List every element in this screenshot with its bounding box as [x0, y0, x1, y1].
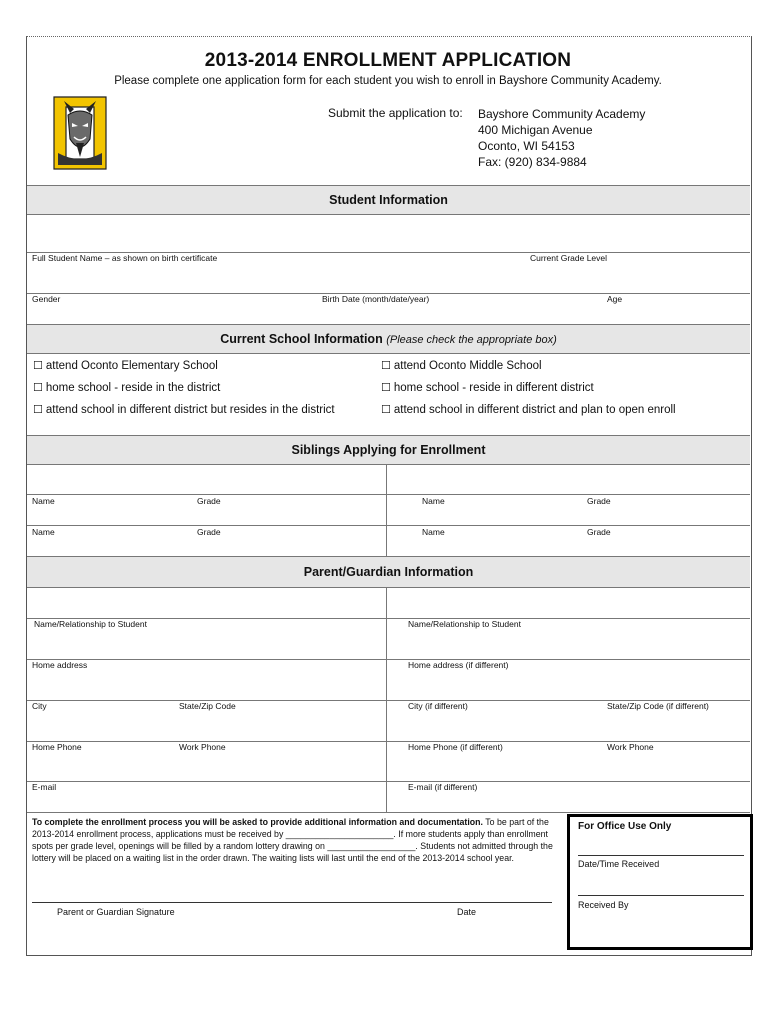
sibling-name-label: Name	[422, 527, 445, 537]
enrollment-note	[32, 816, 560, 864]
address-line: 400 Michigan Avenue	[478, 123, 593, 137]
option-label: attend Oconto Middle School	[393, 360, 542, 372]
page-subtitle: Please complete one application form for each student you wish to enroll in Bayshore Community Academy.	[114, 75, 662, 87]
parent-info-header: Parent/Guardian Information	[27, 556, 750, 588]
school-info-header	[27, 324, 750, 354]
state-zip-diff-label: State/Zip Code (if different)	[607, 701, 709, 711]
email-label: E-mail	[32, 782, 57, 792]
received-by-label: Received By	[578, 900, 629, 910]
home-phone-diff-label: Home Phone (if different)	[408, 742, 503, 752]
siblings-header: Siblings Applying for Enrollment	[27, 435, 750, 465]
divider	[386, 464, 387, 556]
divider	[27, 659, 750, 660]
date-label: Date	[457, 907, 477, 917]
grade-level-label: Current Grade Level	[530, 253, 608, 263]
home-address-label: Home address	[32, 660, 88, 670]
address-line: Fax: (920) 834-9884	[478, 155, 587, 169]
page-title: 2013-2014 ENROLLMENT APPLICATION	[204, 50, 572, 71]
address-line: Bayshore Community Academy	[478, 107, 646, 121]
sibling-name-label: Name	[422, 496, 445, 506]
sibling-name-label: Name	[32, 496, 55, 506]
date-received-label: Date/Time Received	[578, 859, 660, 869]
submit-label: Submit the application to:	[328, 106, 463, 120]
office-use-box	[567, 814, 753, 950]
sibling-grade-label: Grade	[587, 496, 611, 506]
checkbox-icon[interactable]: ☐	[33, 403, 43, 416]
home-phone-label: Home Phone	[32, 742, 82, 752]
divider	[27, 812, 750, 813]
sibling-grade-label: Grade	[197, 527, 221, 537]
option-different-district-resides[interactable]	[33, 403, 335, 416]
school-logo	[50, 93, 110, 173]
city-label: City	[32, 701, 47, 711]
checkbox-icon[interactable]: ☐	[33, 381, 43, 394]
note-bold: To complete the enrollment process you will be asked to provide additional information and documentation.	[32, 817, 483, 827]
option-label: attend school in different district and plan to open enroll	[393, 404, 676, 416]
office-line[interactable]	[578, 855, 744, 856]
mailing-address	[478, 106, 645, 170]
office-line[interactable]	[578, 895, 744, 896]
signature-line[interactable]	[32, 902, 552, 903]
checkbox-icon[interactable]: ☐	[381, 359, 391, 372]
address-line: Oconto, WI 54153	[478, 139, 575, 153]
divider	[27, 781, 750, 782]
birth-date-label: Birth Date (month/date/year)	[322, 294, 430, 304]
note-text: To be part of the 2013-2014 enrollment process, applications must be received by ______________________. If more students apply than enrollment spots per grade level, openings will be filled by a random lottery drawing on __________________. Students not admitted through the lottery will be placed on a waiting list in the order drawn. The waiting lists will last until the end of the 2013-2014 school year.	[32, 817, 553, 863]
option-oconto-middle[interactable]	[381, 359, 542, 372]
option-label: home school - reside in different district	[393, 382, 594, 394]
home-address-diff-label: Home address (if different)	[408, 660, 509, 670]
option-oconto-elementary[interactable]	[33, 359, 218, 372]
checkbox-icon[interactable]: ☐	[381, 403, 391, 416]
work-phone-label: Work Phone	[179, 742, 226, 752]
divider	[27, 525, 750, 526]
sibling-grade-label: Grade	[587, 527, 611, 537]
student-info-header: Student Information	[27, 185, 750, 215]
office-title: For Office Use Only	[578, 821, 672, 832]
age-label: Age	[607, 294, 623, 304]
option-label: home school - reside in the district	[45, 382, 221, 394]
option-open-enroll[interactable]	[381, 403, 676, 416]
sibling-name-label: Name	[32, 527, 55, 537]
option-label: attend Oconto Elementary School	[45, 360, 218, 372]
option-label: attend school in different district but resides in the district	[45, 404, 335, 416]
checkbox-icon[interactable]: ☐	[33, 359, 43, 372]
student-name-label: Full Student Name – as shown on birth certificate	[32, 253, 218, 263]
school-info-note: (Please check the appropriate box)	[386, 334, 557, 346]
state-zip-label: State/Zip Code	[179, 701, 236, 711]
signature-label: Parent or Guardian Signature	[57, 907, 175, 917]
checkbox-icon[interactable]: ☐	[381, 381, 391, 394]
name-relationship-label: Name/Relationship to Student	[34, 619, 147, 629]
school-info-title: Current School Information	[220, 332, 383, 346]
option-home-school-district[interactable]	[33, 381, 220, 394]
email-diff-label: E-mail (if different)	[408, 782, 478, 792]
sibling-grade-label: Grade	[197, 496, 221, 506]
name-relationship-label: Name/Relationship to Student	[408, 619, 521, 629]
work-phone-label: Work Phone	[607, 742, 654, 752]
gender-label: Gender	[32, 294, 61, 304]
option-home-school-different[interactable]	[381, 381, 594, 394]
divider	[27, 494, 750, 495]
city-diff-label: City (if different)	[408, 701, 468, 711]
